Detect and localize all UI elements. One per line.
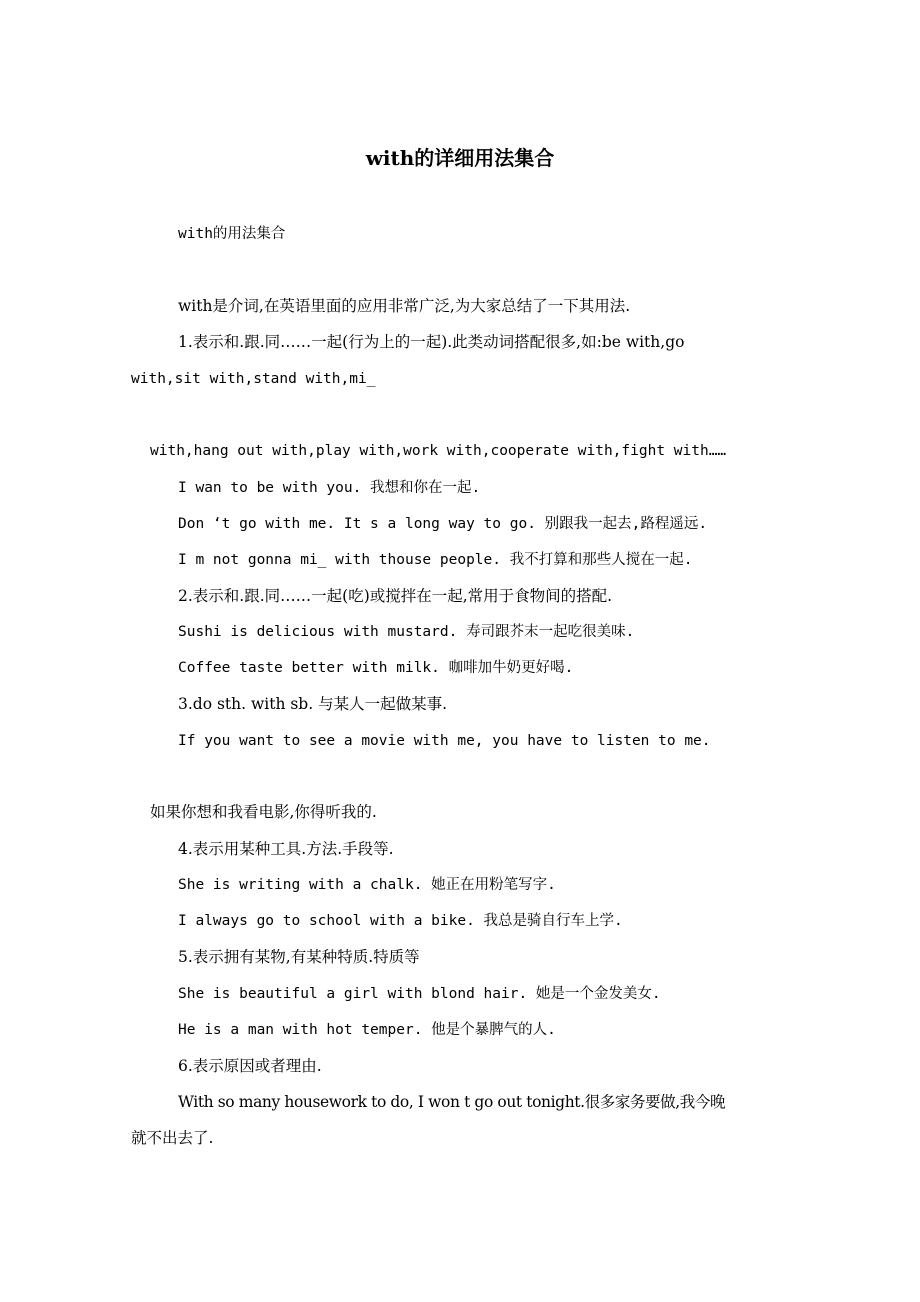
section6-heading: 6.表示原因或者理由. [178, 1057, 322, 1075]
document-title: with的详细用法集合 [365, 146, 555, 170]
section5-example: He is a man with hot temper. 他是个暴脾气的人. [178, 1022, 556, 1038]
section1-heading-continued: with,sit with,stand with,mi_ [131, 371, 376, 387]
section1-example: I wan to be with you. 我想和你在一起. [178, 480, 481, 496]
section2-heading: 2.表示和.跟.同……一起(吃)或搅拌在一起,常用于食物间的搭配. [178, 587, 613, 605]
section1-heading-continued-2: with,hang out with,play with,work with,cooperate with,fight with…… [150, 443, 727, 459]
section6-example: With so many housework to do, I won t go out tonight.很多家务要做,我今晚 [178, 1093, 726, 1111]
section5-heading: 5.表示拥有某物,有某种特质.特质等 [178, 948, 420, 966]
section3-example: If you want to see a movie with me, you have to listen to me. [178, 733, 711, 749]
section2-example: Coffee taste better with milk. 咖啡加牛奶更好喝. [178, 660, 574, 676]
section6-example-continued: 就不出去了. [131, 1129, 214, 1147]
section1-heading: 1.表示和.跟.同……一起(行为上的一起).此类动词搭配很多,如:be with,go [178, 333, 685, 351]
section4-example: I always go to school with a bike. 我总是骑自行车上学. [178, 913, 623, 929]
section3-example-translation: 如果你想和我看电影,你得听我的. [150, 803, 377, 821]
section4-example: She is writing with a chalk. 她正在用粉笔写字. [178, 877, 556, 893]
intro-paragraph: with是介词,在英语里面的应用非常广泛,为大家总结了一下其用法. [178, 297, 631, 315]
section1-example: I m not gonna mi_ with thouse people. 我不打算和那些人搅在一起. [178, 552, 693, 568]
section1-example: Don ‘t go with me. It s a long way to go. 别跟我一起去,路程遥远. [178, 516, 708, 532]
section5-example: She is beautiful a girl with blond hair. 她是一个金发美女. [178, 986, 661, 1002]
section4-heading: 4.表示用某种工具.方法.手段等. [178, 840, 394, 858]
section3-heading: 3.do sth. with sb. 与某人一起做某事. [178, 695, 448, 713]
section2-example: Sushi is delicious with mustard. 寿司跟芥末一起吃很美味. [178, 624, 635, 640]
subtitle: with的用法集合 [178, 226, 286, 242]
